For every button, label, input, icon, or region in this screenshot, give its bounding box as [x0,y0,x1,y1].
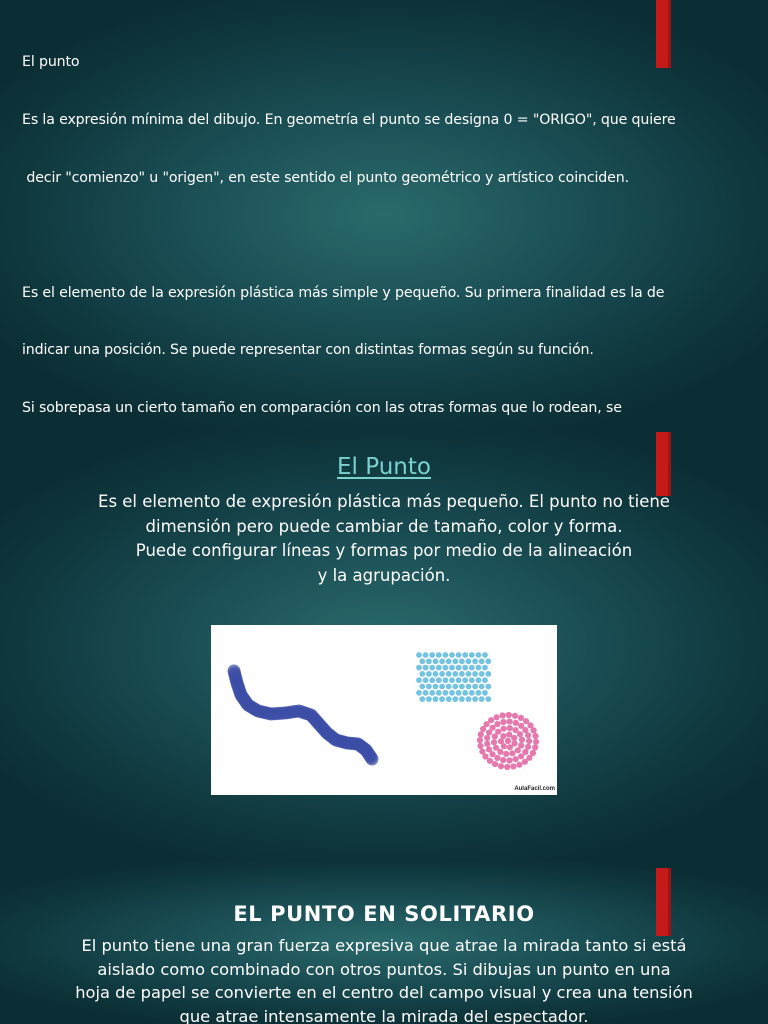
pink-dot [505,738,511,744]
pink-dot [479,749,485,755]
cyan-dot [452,696,458,702]
cyan-dot [446,658,452,664]
cyan-dot [452,684,458,690]
cyan-dot [426,684,432,690]
cyan-dot [476,652,482,658]
pink-dot [477,737,483,743]
cyan-dot [426,671,432,677]
pink-dot [506,712,512,718]
cyan-dot [416,665,422,671]
pink-dot [516,762,522,768]
cyan-dot [456,690,462,696]
pink-dot [519,737,525,743]
text-line: Es el elemento de la expresión plástica más simple y pequeño. Su primera finalidad es la de [22,284,665,301]
pink-dot [484,735,490,741]
cyan-dot [436,690,442,696]
cyan-dot [429,690,435,696]
cyan-dot [476,690,482,696]
cyan-dot [482,665,488,671]
cyan-dot [419,658,425,664]
cyan-dot [459,658,465,664]
navy-dot [366,753,379,766]
slide-1 [0,0,768,430]
cyan-dot [469,652,475,658]
cyan-dot [443,652,449,658]
cyan-dot [443,665,449,671]
cyan-dot [466,684,472,690]
cyan-dot [482,652,488,658]
cyan-dot [456,677,462,683]
pink-dot [500,719,506,725]
pink-dot [506,757,512,763]
pink-dot [532,744,538,750]
cyan-dot [456,665,462,671]
text-line: dimensión pero puede cambiar de tamaño, color y forma. [145,516,623,536]
pink-dot [507,744,513,750]
pink-dot [517,731,523,737]
cyan-dot [443,677,449,683]
slide-2 [0,430,768,860]
text-line: que atrae intensamente la mirada del espectador. [179,1006,589,1024]
pink-dot [498,763,504,769]
cyan-dot [479,658,485,664]
slide-3-paragraph [0,934,768,1024]
cyan-dot [466,671,472,677]
pink-dot [518,742,524,748]
pink-dot [494,755,500,761]
pink-dot [500,757,506,763]
cyan-dot [462,665,468,671]
cyan-dot [485,658,491,664]
text-line: y la agrupación. [317,565,451,585]
pink-dot [500,733,506,739]
cyan-dot [443,690,449,696]
text-line: Si sobrepasa un cierto tamaño en comparación con las otras formas que lo rodean, se [22,399,622,416]
cyan-dot [433,696,439,702]
pink-dot [513,756,519,762]
cyan-dot [429,677,435,683]
pink-dot [507,725,513,731]
cyan-dot [452,671,458,677]
text-line: hoja de papel se convierte en el centro del campo visual y crea una tensión [75,983,693,1002]
cyan-dot [459,696,465,702]
cyan-dot [416,690,422,696]
pink-dot [484,741,490,747]
pink-dot [511,735,517,741]
pink-dot [532,733,538,739]
cyan-dot [485,696,491,702]
pink-dot [501,726,507,732]
cyan-dot [469,665,475,671]
cyan-dot [436,677,442,683]
text-line: Puede configurar líneas y formas por medio de la alineación [135,541,633,560]
cyan-dot [446,684,452,690]
cyan-dot [476,665,482,671]
cyan-dot [472,696,478,702]
cyan-dot [416,652,422,658]
text-line: Es la expresión mínima del dibujo. En geometría el punto se designa 0 = "ORIGO", que quiere [22,112,676,128]
pink-dot [494,721,500,727]
cyan-dot [482,690,488,696]
pink-dot [504,764,510,770]
pink-dot [500,712,506,718]
cyan-dot [449,665,455,671]
pink-dot [533,739,539,745]
cyan-dot [476,677,482,683]
cyan-dot [419,671,425,677]
cyan-dot [429,652,435,658]
cyan-dot [449,677,455,683]
cyan-dot [439,684,445,690]
cyan-dot [446,696,452,702]
cyan-dot [469,677,475,683]
text-line: aislado como combinado con otros puntos. Si dibujas un punto en una [97,959,671,979]
cyan-dot [419,684,425,690]
cyan-dot [452,658,458,664]
pink-dot [495,729,501,735]
cyan-dot [439,696,445,702]
pink-dot [522,759,528,765]
pink-dot [492,761,498,767]
text-line: indicar una posición. Se puede representar con distintas formas según su función. [22,342,594,359]
cyan-dot [482,677,488,683]
cyan-dot [436,665,442,671]
text-line: Es el elemento de expresión plástica más pequeño. El punto no tiene [98,492,670,511]
text-line: El punto [22,54,80,71]
pink-dot [525,732,531,738]
cyan-dot [423,690,429,696]
pink-dot [491,739,497,745]
cyan-dot [472,684,478,690]
pink-dot [518,715,524,721]
cyan-dot [439,658,445,664]
slide-2-title: El Punto [337,454,431,480]
cyan-dot [456,652,462,658]
pink-dot [518,753,524,759]
cyan-dot [459,684,465,690]
cyan-dot [485,671,491,677]
pink-dot [507,719,513,725]
cyan-dot [479,684,485,690]
cyan-dot [423,677,429,683]
pink-dot [509,750,515,756]
cyan-dot [433,671,439,677]
cyan-dot [479,696,485,702]
cyan-dot [462,677,468,683]
pink-dot [478,731,484,737]
cyan-dot [419,696,425,702]
slide-2-paragraph [0,490,768,588]
cyan-dot [449,690,455,696]
cyan-dot [466,658,472,664]
image-credit: AulaFacil.com [514,786,555,792]
cyan-dot [429,665,435,671]
cyan-dot [426,696,432,702]
slide-3 [0,860,768,1024]
cyan-dot [433,684,439,690]
pink-dot [512,713,518,719]
cyan-dot [426,658,432,664]
cyan-dot [462,690,468,696]
text-line: decir "comienzo" u "origen", en este sentido el punto geométrico y artístico coinciden. [22,169,629,186]
cyan-dot [436,652,442,658]
cyan-dot [449,652,455,658]
dots-illustration [211,625,557,795]
pink-dot [494,714,500,720]
pink-dot [510,763,516,769]
text-line: El punto tiene una gran fuerza expresiva que atrae la mirada tanto si está [81,936,687,955]
cyan-dot [439,671,445,677]
pink-dot [531,727,537,733]
pink-dot [486,746,492,752]
cyan-dot [466,696,472,702]
pink-dot [493,745,499,751]
pink-dot [513,720,519,726]
cyan-dot [479,671,485,677]
cyan-dot [423,665,429,671]
pink-dot [477,743,483,749]
slide-3-title: EL PUNTO EN SOLITARIO [233,902,535,926]
cyan-dot [485,684,491,690]
cyan-dot [472,658,478,664]
pink-dot [526,738,532,744]
cyan-dot [469,690,475,696]
text-line [22,226,752,245]
slide-1-body [22,15,752,430]
cyan-dot [423,652,429,658]
cyan-dot [416,677,422,683]
cyan-dot [462,652,468,658]
cyan-dot [472,671,478,677]
dots-drawing [211,625,557,795]
cyan-dot [433,658,439,664]
pink-dot [488,717,494,723]
cyan-dot [446,671,452,677]
cyan-dot [459,671,465,677]
pink-dot [503,751,509,757]
